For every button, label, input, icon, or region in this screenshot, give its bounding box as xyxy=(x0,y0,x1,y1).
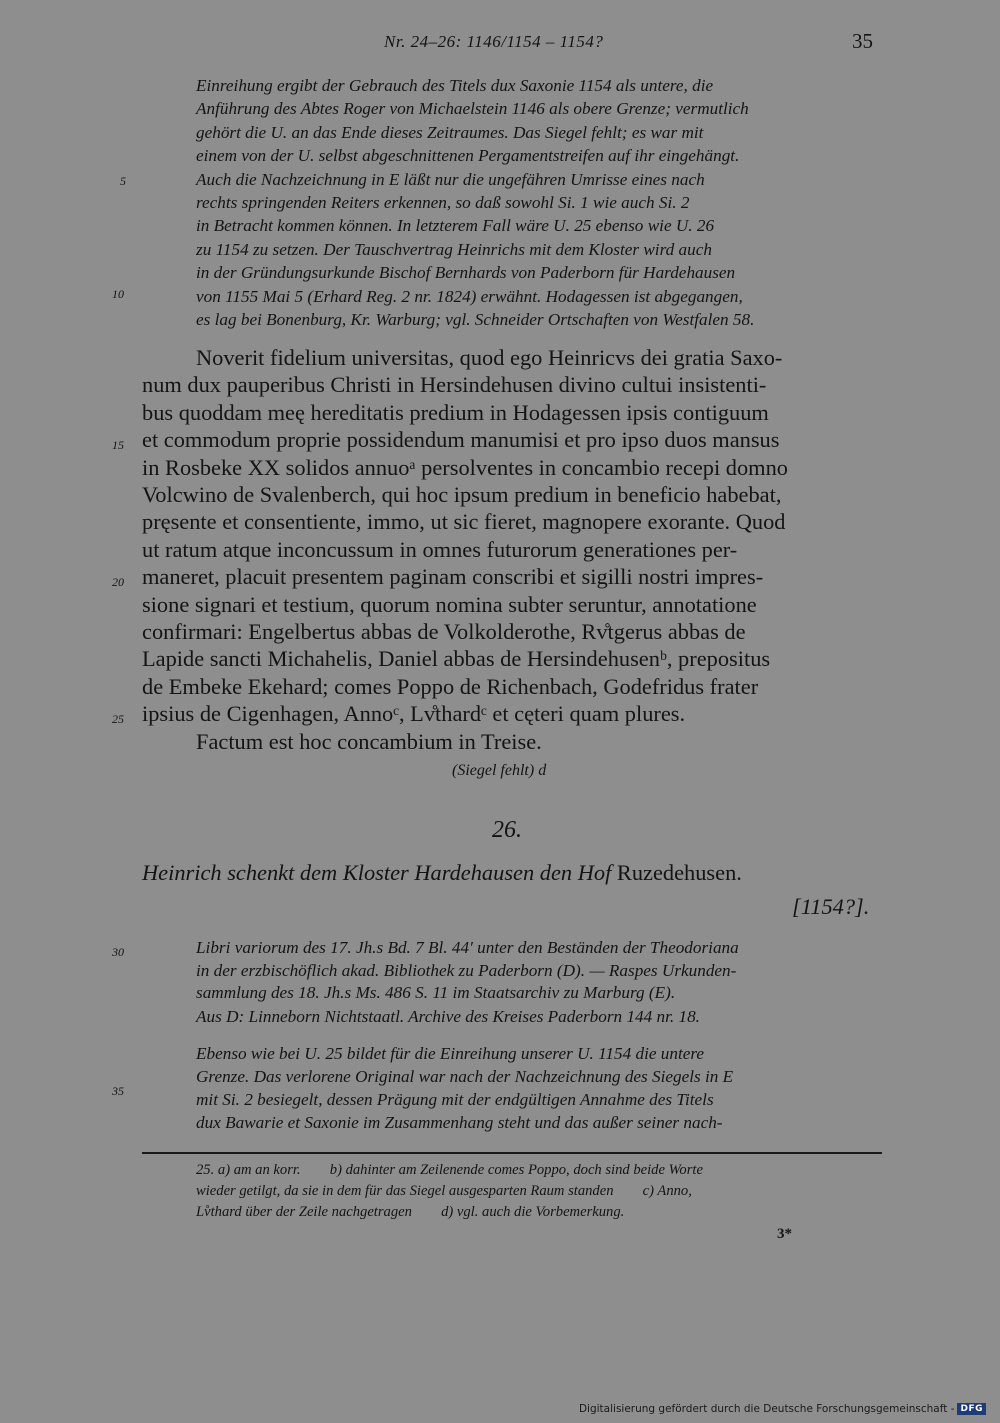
line-number: 15 xyxy=(112,438,124,452)
intro-line: einem von der U. selbst abgeschnittenen Pergamentstreifen auf ihr eingehängt. xyxy=(196,146,740,166)
commentary-26 xyxy=(196,1042,880,1138)
charter-line: ipsius de Cigenhagen, Annoᶜ, Lv̊thardᶜ et cęteri quam plures. xyxy=(142,701,686,727)
running-title: Nr. 24–26: 1146/1154 – 1154? xyxy=(384,32,604,51)
footnote-rule xyxy=(142,1152,882,1154)
footnotes xyxy=(196,1162,882,1226)
intro-line: gehört die U. an das Ende dieses Zeitraumes. Das Siegel fehlt; es war mit xyxy=(196,122,704,142)
intro-commentary xyxy=(196,74,880,334)
sources xyxy=(196,936,880,1036)
intro-line: in Betracht kommen können. In letzterem Fall wäre U. 25 ebenso wie U. 26 xyxy=(196,216,715,236)
charter-text xyxy=(142,344,882,756)
source-line: Aus D: Linneborn Nichtstaatl. Archive des Kreises Paderborn 144 nr. 18. xyxy=(196,1006,700,1026)
line-number: 5 xyxy=(120,174,126,188)
document-number: 26. xyxy=(492,817,522,843)
source-line: Libri variorum des 17. Jh.s Bd. 7 Bl. 44′ unter den Beständen der Theodoriana xyxy=(196,938,739,957)
charter-line: confirmari: Engelbertus abbas de Volkolderothe, Rv̊tgerus abbas de xyxy=(142,619,746,644)
credit-text: Digitalisierung gefördert durch die Deutsche Forschungsgemeinschaft - xyxy=(578,1403,955,1415)
footnote-line: wieder getilgt, da sie in dem für das Siegel ausgesparten Raum standen c) Anno, xyxy=(196,1183,692,1199)
footnote-line: Lv̊thard über der Zeile nachgetragen d) vgl. auch die Vorbemerkung. xyxy=(196,1204,625,1220)
charter-line: num dux pauperibus Christi in Hersindehusen divino cultui insistenti- xyxy=(142,372,767,398)
charter-line: Noverit fidelium universitas, quod ego Heinricvs dei gratia Saxo- xyxy=(196,345,783,370)
charter-line: ut ratum atque inconcussum in omnes futurorum generationes per- xyxy=(142,536,738,562)
intro-line: Anführung des Abtes Roger von Michaelstein 1146 als obere Grenze; vermutlich xyxy=(196,99,749,119)
footer-credit xyxy=(579,1403,986,1415)
regest-text: Heinrich schenkt dem Kloster Hardehausen den Hof xyxy=(142,860,612,885)
intro-line: in der Gründungsurkunde Bischof Bernhards von Paderborn für Hardehausen xyxy=(196,263,736,283)
charter-line: bus quoddam meę hereditatis predium in Hodagessen ipsis contiguum xyxy=(142,399,769,425)
intro-line: Einreihung ergibt der Gebrauch des Titels dux Saxonie 1154 als untere, die xyxy=(196,76,714,95)
line-number: 20 xyxy=(112,575,124,589)
source-line: sammlung des 18. Jh.s Ms. 486 S. 11 im Staatsarchiv zu Marburg (E). xyxy=(196,983,676,1002)
source-line: in der erzbischöflich akad. Bibliothek zu Paderborn (D). — Raspes Urkunden- xyxy=(196,960,737,980)
charter-line: pręsente et consentiente, immo, ut sic fieret, magnopere exorante. Quod xyxy=(142,509,786,535)
intro-line: zu 1154 zu setzen. Der Tauschvertrag Heinrichs mit dem Kloster wird auch xyxy=(196,239,712,259)
charter-line: Lapide sancti Michahelis, Daniel abbas de Hersindehusenᵇ, prepositus xyxy=(142,646,771,672)
line-number: 35 xyxy=(112,1084,124,1098)
comment-line: dux Bawarie et Saxonie im Zusammenhang steht und das außer seiner nach- xyxy=(196,1113,723,1132)
regest-place: Ruzedehusen. xyxy=(616,860,742,885)
charter-line: et commodum proprie possidendum manumisi et pro ipso duos mansus xyxy=(142,427,780,453)
page-number: 35 xyxy=(852,29,873,53)
line-number: 10 xyxy=(112,287,124,301)
charter-line: Factum est hoc concambium in Treise. xyxy=(196,728,542,754)
intro-line: von 1155 Mai 5 (Erhard Reg. 2 nr. 1824) erwähnt. Hodagessen ist abgegangen, xyxy=(196,286,743,306)
comment-line: Ebenso wie bei U. 25 bildet für die Einreihung unserer U. 1154 die untere xyxy=(196,1044,705,1063)
comment-line: mit Si. 2 besiegelt, dessen Prägung mit der endgültigen Annahme des Titels xyxy=(196,1090,714,1109)
intro-line: Auch die Nachzeichnung in E läßt nur die ungefähren Umrisse eines nach xyxy=(196,169,705,189)
document-date: [1154?]. xyxy=(792,894,870,919)
charter-line: in Rosbeke XX solidos annuoᵃ persolventes in concambio recepi domno xyxy=(142,454,788,480)
charter-line: Volcwino de Svalenberch, qui hoc ipsum predium in beneficio habebat, xyxy=(142,482,782,507)
intro-line: es lag bei Bonenburg, Kr. Warburg; vgl. Schneider Ortschaften von Westfalen 58. xyxy=(196,310,755,329)
regest xyxy=(142,860,742,886)
signature-mark: 3* xyxy=(777,1226,792,1242)
charter-line: de Embeke Ekehard; comes Poppo de Richenbach, Godefridus frater xyxy=(142,673,759,699)
dfg-logo: DFG xyxy=(957,1403,986,1415)
footnote-line: 25. a) am an korr. b) dahinter am Zeilenende comes Poppo, doch sind beide Worte xyxy=(196,1162,703,1178)
comment-line: Grenze. Das verlorene Original war nach der Nachzeichnung des Siegels in E xyxy=(196,1067,734,1086)
line-number: 25 xyxy=(112,712,124,726)
charter-line: maneret, placuit presentem paginam conscribi et sigilli nostri impres- xyxy=(142,564,764,590)
line-number: 30 xyxy=(112,945,124,959)
charter-line: sione signari et testium, quorum nomina subter seruntur, annotatione xyxy=(142,591,757,617)
intro-line: rechts springenden Reiters erkennen, so daß sowohl Si. 1 wie auch Si. 2 xyxy=(196,193,690,212)
seal-note: (Siegel fehlt) d xyxy=(452,762,547,779)
